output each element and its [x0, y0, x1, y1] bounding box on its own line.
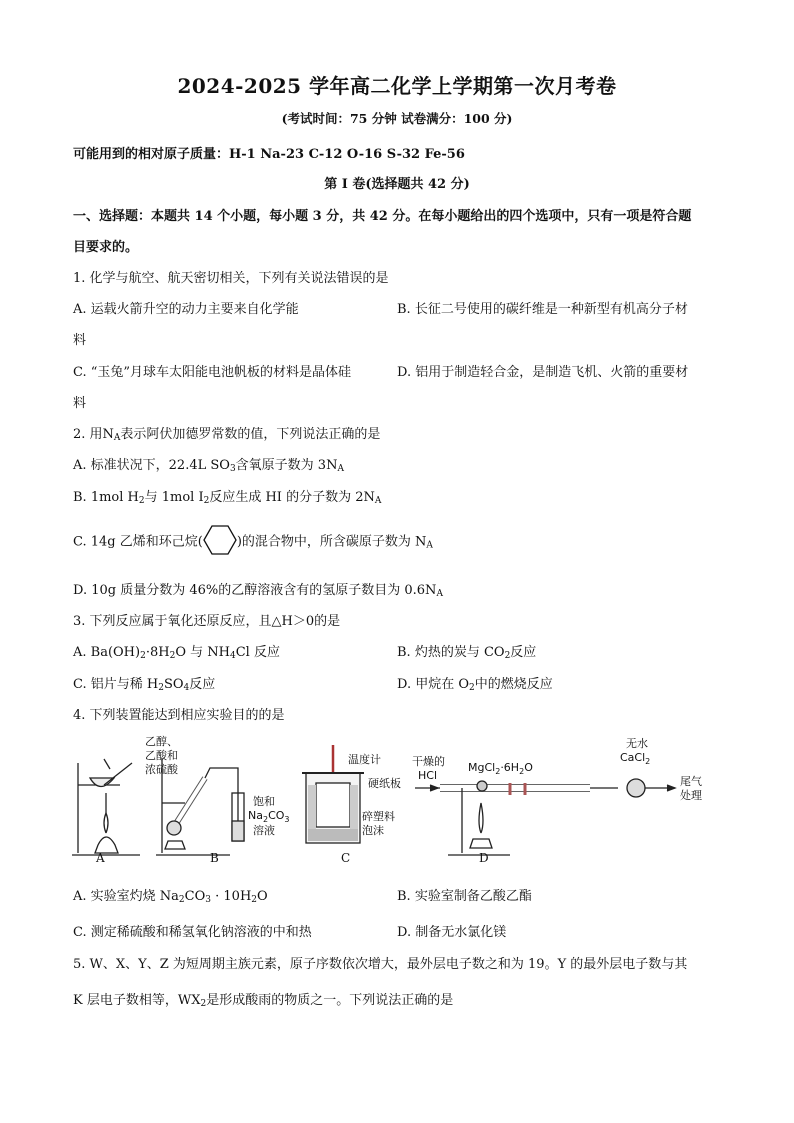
label-d-dryer-2: CaCl$_2$	[620, 751, 651, 766]
figure-label-c: C	[341, 851, 351, 865]
label-c-thermometer: 温度计	[348, 753, 381, 766]
label-b-solution-2: $Na_2CO_3$	[248, 809, 290, 824]
instructions-line-1: 一、选择题：本题共 14 个小题，每小题 3 分，共 42 分。在每小题给出的四个选项中，只有一项是符合题	[73, 209, 692, 224]
q4-option-a: A. 实验室灼烧 $Na_2CO_3 \cdot 10H_2O$	[73, 889, 268, 905]
label-b-solution-1: 饱和	[253, 795, 275, 808]
instructions-line-2: 目要求的。	[73, 240, 139, 255]
cyclohexane-structure-icon	[203, 524, 237, 560]
q1-option-b-cont: 料	[73, 333, 87, 348]
q4-option-c: C. 测定稀硫酸和稀氢氧化钠溶液的中和热	[73, 925, 312, 940]
q2-option-c: C. 14g 乙烯和环己烷( )的混合物中，所含碳原子数为 $N_A$	[73, 524, 433, 560]
q2-stem: 2. 用$N_A$表示阿伏加德罗常数的值，下列说法正确的是	[73, 427, 381, 443]
q1-option-d: D. 铝用于制造轻合金，是制造飞机、火箭的重要材	[397, 365, 689, 380]
q3-option-d: D. 甲烷在 $O_2$中的燃烧反应	[397, 677, 553, 693]
apparatus-a	[72, 759, 140, 855]
q3-stem: 3. 下列反应属于氧化还原反应，且△H＞0的是	[73, 614, 341, 629]
label-c-foam-1: 碎塑料	[362, 810, 395, 823]
q2-option-b: B. 1mol $H_2$与 1mol $I_2$反应生成 HI 的分子数为 $2N_A$	[73, 490, 382, 506]
q1-option-c: C. “玉兔”月球车太阳能电池帆板的材料是晶体硅	[73, 365, 352, 380]
label-d-salt: $MgCl_2\cdot 6H_2O$	[468, 761, 533, 776]
label-d-hcl-1: 干燥的	[412, 755, 445, 768]
label-d-hcl-2: HCl	[418, 769, 438, 782]
q1-option-b: B. 长征二号使用的碳纤维是一种新型有机高分子材	[397, 302, 688, 317]
q2-option-d: D. 10g 质量分数为 46%的乙醇溶液含有的氢原子数目为 $0.6N_A$	[73, 583, 443, 599]
q3-option-c: C. 铝片与稀 $H_2SO_4$反应	[73, 677, 216, 693]
q4-option-d: D. 制备无水氯化镁	[397, 925, 507, 940]
apparatus-d	[415, 779, 675, 855]
q4-stem: 4. 下列装置能达到相应实验目的的是	[73, 708, 285, 723]
q3-option-a: A. $Ba(OH)_2\cdot 8H_2O$ 与 $NH_4Cl$ 反应	[73, 645, 280, 661]
figure-label-a: A	[96, 851, 105, 865]
atomic-masses: 可能用到的相对原子质量：H-1 Na-23 C-12 O-16 S-32 Fe-56	[73, 147, 465, 162]
q1-option-d-cont: 料	[73, 396, 87, 411]
figure-label-b: B	[210, 851, 219, 865]
q1-stem: 1. 化学与航空、航天密切相关，下列有关说法错误的是	[73, 271, 389, 286]
figure-label-d: D	[479, 851, 489, 865]
q1-option-a: A. 运载火箭升空的动力主要来自化学能	[73, 302, 299, 317]
section-heading: 第 I 卷(选择题共 42 分)	[324, 177, 470, 192]
label-d-exhaust-1: 尾气	[680, 775, 702, 788]
label-d-dryer-1: 无水	[626, 737, 648, 750]
q2-option-a: A. 标准状况下，22.4L $SO_3$含氧原子数为 $3N_A$	[73, 458, 344, 474]
label-c-foam-2: 泡沫	[362, 824, 384, 837]
exam-title: 2024-2025 学年高二化学上学期第一次月考卷	[177, 74, 617, 98]
label-b-reagent-3: 浓硫酸	[145, 763, 178, 776]
label-b-reagent-2: 乙酸和	[145, 749, 178, 762]
q3-option-b: B. 灼热的炭与 $CO_2$反应	[397, 645, 537, 661]
apparatus-figure	[70, 733, 730, 868]
label-c-board: 硬纸板	[368, 777, 401, 790]
label-b-reagent-1: 乙醇、	[145, 735, 178, 748]
label-d-exhaust-2: 处理	[680, 789, 702, 802]
q4-option-b: B. 实验室制备乙酸乙酯	[397, 889, 532, 904]
q5-stem-line-1: 5. W、X、Y、Z 为短周期主族元素，原子序数依次增大，最外层电子数之和为 19。Y 的最外层电子数与其	[73, 957, 688, 972]
q5-stem-line-2: K 层电子数相等，$WX_2$是形成酸雨的物质之一。下列说法正确的是	[73, 993, 454, 1009]
exam-subtitle: (考试时间：75 分钟 试卷满分：100 分)	[281, 111, 513, 126]
label-b-solution-3: 溶液	[253, 824, 275, 837]
